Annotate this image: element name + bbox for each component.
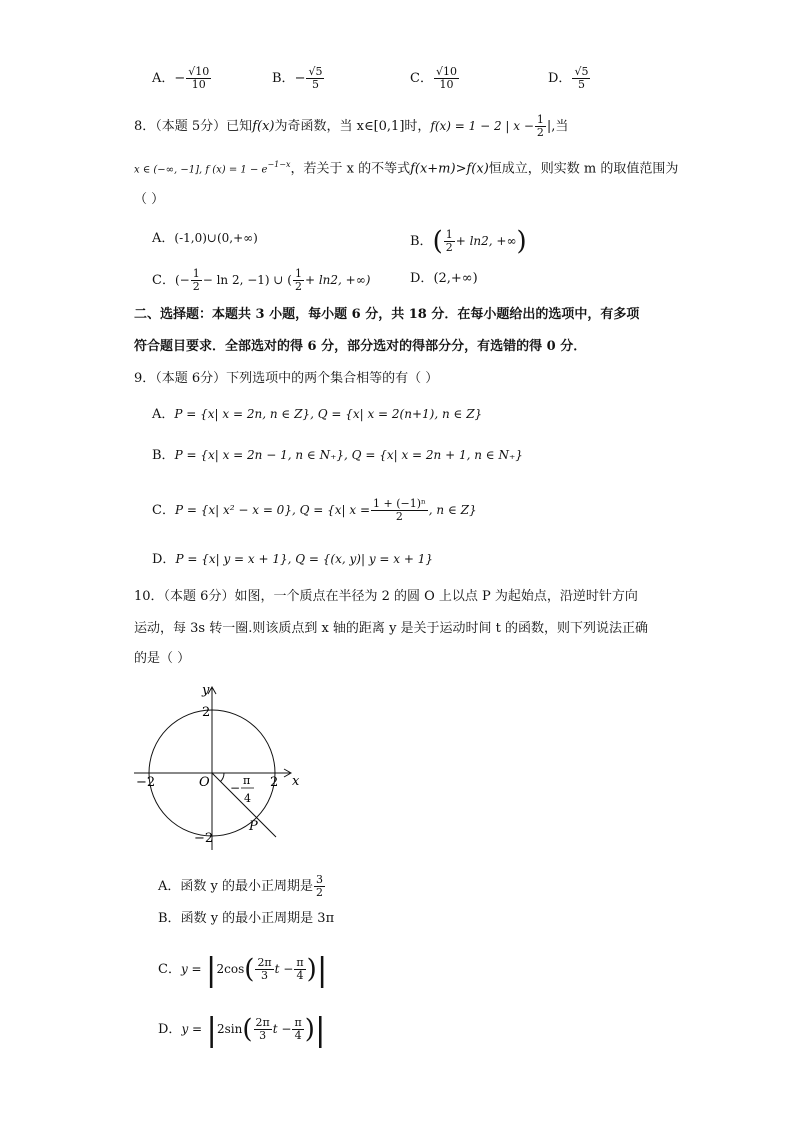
q9-option-c: C．P = {x| x² − x = 0}, Q = {x| x = $\frac{\text{1 + (−1)ⁿ}}{2}$ , n ∈ Z} xyxy=(152,497,477,523)
q9-option-d: D．P = {x| y = x + 1}, Q = {(x, y)| y = x + 1} xyxy=(152,552,434,567)
q10-stem-line3: 的是（ ） xyxy=(134,651,191,666)
q8-stem-line1: 8．（本题 5分）已知f(x)为奇函数，当 x∈[0,1]时，f(x) = 1 − 2 | x − $\frac{1}{2}$ |,当 xyxy=(134,113,569,139)
fraction: $\frac{2\pi}{3}$ xyxy=(255,1016,270,1042)
fraction: $\frac{\text{1 + (−1)ⁿ}}{2}$ xyxy=(373,497,426,523)
point-p-label: P xyxy=(249,819,258,834)
angle-sign: − xyxy=(230,781,241,795)
fraction: $\frac{1}{2}$ xyxy=(294,267,302,293)
q7-option-d: D． $\frac{√5}{5}$ xyxy=(548,65,589,91)
q9-option-b: B．P = {x| x = 2n − 1, n ∈ N₊}, Q = {x| x = 2n + 1, n ∈ N₊} xyxy=(152,448,523,463)
section-2-line1: 二、选择题：本题共 3 小题，每小题 6 分，共 18 分．在每小题给出的选项中，有多项 xyxy=(134,307,640,322)
origin-label: O xyxy=(199,775,210,790)
q8-option-a: A．(-1,0)∪(0,+∞) xyxy=(152,231,258,246)
fraction: $\frac{√10}{10}$ xyxy=(435,65,457,91)
y-bottom-tick: −2 xyxy=(194,831,214,846)
fraction: $\frac{√5}{5}$ xyxy=(574,65,589,91)
y-axis-label: y xyxy=(202,683,210,698)
q10-option-b: B．函数 y 的最小正周期是 3π xyxy=(158,911,335,926)
y-top-tick: 2 xyxy=(202,705,211,720)
q8-blank: （ ） xyxy=(134,192,165,207)
q9-stem: 9．（本题 6分）下列选项中的两个集合相等的有（ ） xyxy=(134,371,439,386)
q8-option-c: C．(− $\frac{1}{2}$ − ln 2, −1) ∪ ( $\frac{1}{2}$ + ln2, +∞) xyxy=(152,267,371,293)
fraction: $\frac{\pi}{4}$ xyxy=(296,956,304,982)
x-right-tick: 2 xyxy=(270,775,279,790)
q7-option-b: B．− $\frac{√5}{5}$ xyxy=(272,65,323,91)
q9-option-a: A．P = {x| x = 2n, n ∈ Z}, Q = {x| x = 2(n+1), n ∈ Z} xyxy=(152,407,483,422)
angle-denominator: 4 xyxy=(244,792,251,805)
fraction: $\frac{√10}{10}$ xyxy=(188,65,210,91)
fraction: $\frac{\pi}{4}$ xyxy=(294,1016,302,1042)
fraction: $\frac{1}{2}$ xyxy=(445,228,453,254)
unit-circle-figure xyxy=(128,680,308,850)
q8-option-b: B．( $\frac{1}{2}$ + ln2, +∞) xyxy=(410,226,527,257)
fraction: $\frac{1}{2}$ xyxy=(192,267,200,293)
q10-stem-line1: 10．（本题 6分）如图，一个质点在半径为 2 的圆 O 上以点 P 为起始点，沿逆时针方向 xyxy=(134,589,638,604)
fraction: $\frac{√5}{5}$ xyxy=(308,65,323,91)
q7-option-a: A．− $\frac{√10}{10}$ xyxy=(152,65,210,91)
q7-option-c: C． $\frac{√10}{10}$ xyxy=(410,65,457,91)
fraction: $\frac{2\pi}{3}$ xyxy=(257,956,272,982)
x-axis-label: x xyxy=(292,774,300,789)
x-left-tick: −2 xyxy=(136,775,156,790)
q10-option-c: C．y = |2cos( $\frac{2\pi}{3}$ t − $\frac{\pi}{4}$ )| xyxy=(158,950,328,989)
angle-arc xyxy=(221,773,225,782)
q10-option-a: A．函数 y 的最小正周期是 $\frac{3}{2}$ xyxy=(158,873,323,899)
angle-numerator: π xyxy=(243,774,251,787)
fraction: $\frac{1}{2}$ xyxy=(536,113,544,139)
fraction: $\frac{3}{2}$ xyxy=(316,873,323,899)
q8-stem-line2: x ∈ (−∞, −1], f $(x) = 1 - e^{-1-x}$，若关于 x 的不等式f(x+m)>f(x)恒成立，则实数 m 的取值范围为 xyxy=(134,160,679,177)
q10-stem-line2: 运动，每 3s 转一圈.则该质点到 x 轴的距离 y 是关于运动时间 t 的函数，则下列说法正确 xyxy=(134,621,649,636)
q10-option-d: D．y = |2sin( $\frac{2\pi}{3}$ t − $\frac{\pi}{4}$ )| xyxy=(158,1010,326,1049)
section-2-line2: 符合题目要求．全部选对的得 6 分，部分选对的得部分分，有选错的得 0 分． xyxy=(134,339,587,354)
q8-option-d: D．(2,+∞) xyxy=(410,271,478,286)
